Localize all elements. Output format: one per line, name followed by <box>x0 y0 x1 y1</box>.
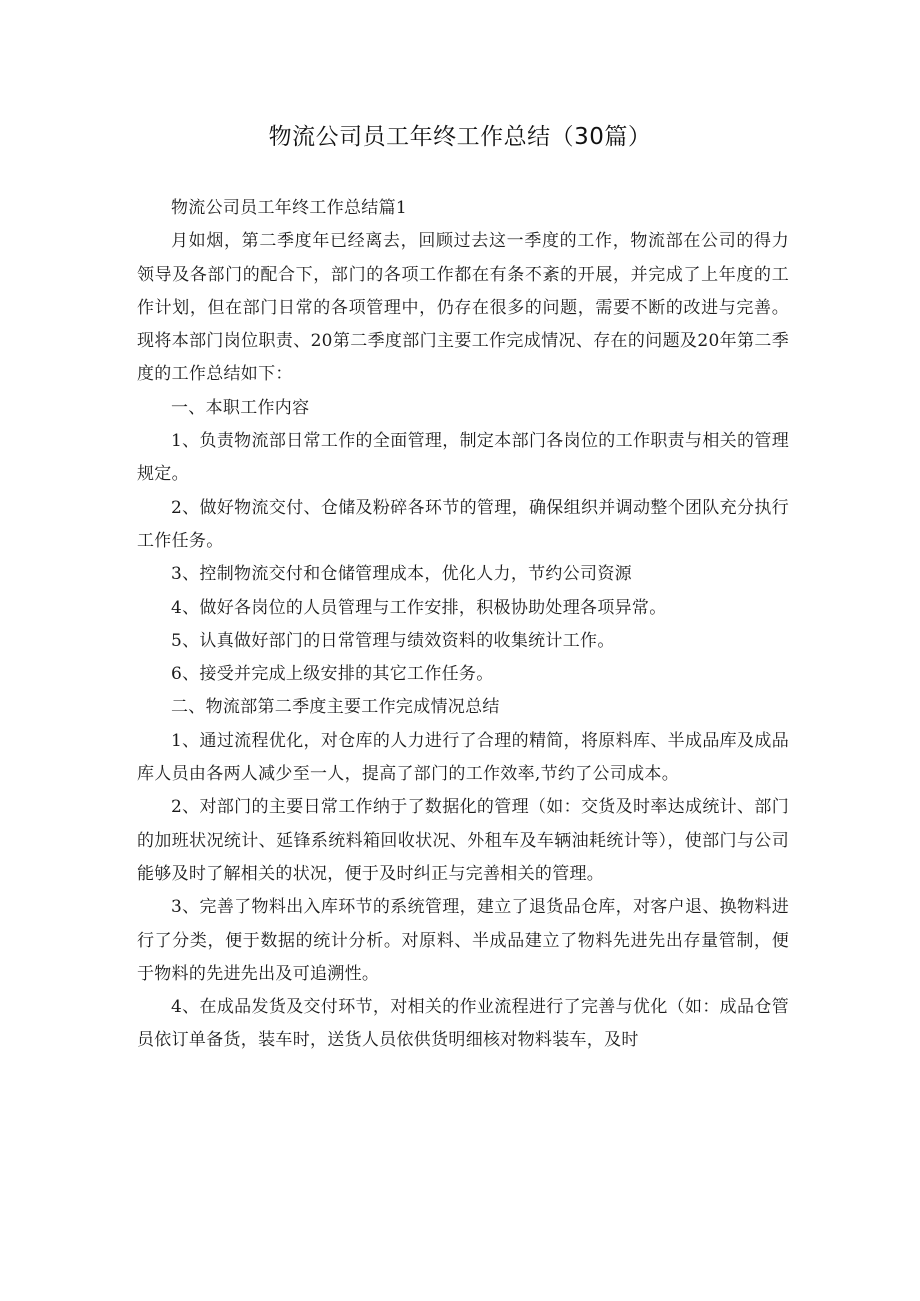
list-item: 3、完善了物料出入库环节的系统管理，建立了退货品仓库，对客户退、换物料进行了分类，便于数据的统计分析。对原料、半成品建立了物料先进先出存量管制，便于物料的先进先出及可追溯性。 <box>137 897 789 984</box>
list-item: 6、接受并完成上级安排的其它工作任务。 <box>171 664 494 685</box>
list-item: 2、对部门的主要日常工作纳于了数据化的管理（如：交货及时率达成统计、部门的加班状况统计、延锋系统料箱回收状况、外租车及车辆油耗统计等），使部门与公司能够及时了解相关的状况，便于及时纠正与完善相关的管理。 <box>137 797 789 884</box>
list-item: 5、认真做好部门的日常管理与绩效资料的收集统计工作。 <box>171 630 615 651</box>
list-item: 4、在成品发货及交付环节，对相关的作业流程进行了完善与优化（如：成品仓管员依订单备货，装车时，送货人员依供货明细核对物料装车，及时 <box>137 997 789 1051</box>
section-heading: 二、物流部第二季度主要工作完成情况总结 <box>171 697 500 718</box>
section-heading: 物流公司员工年终工作总结篇1 <box>171 198 408 218</box>
document-title: 物流公司员工年终工作总结（30篇） <box>268 124 652 150</box>
list-item: 1、通过流程优化，对仓库的人力进行了合理的精简，将原料库、半成品库及成品库人员由各两人减少至一人，提高了部门的工作效率,节约了公司成本。 <box>137 730 789 785</box>
paragraph: 月如烟，第二季度年已经离去，回顾过去这一季度的工作，物流部在公司的得力领导及各部门的配合下，部门的各项工作都在有条不紊的开展，并完成了上年度的工作计划，但在部门日常的各项管理中，仍存在很多的问题，需要不断的改进与完善。现将本部门岗位职责、20第二季度部门主要工作完成情况、存在的问题及20年第二季度的工作总结如下： <box>137 231 789 385</box>
list-item: 1、负责物流部日常工作的全面管理，制定本部门各岗位的工作职责与相关的管理规定。 <box>137 431 789 485</box>
list-item: 3、控制物流交付和仓储管理成本，优化人力，节约公司资源 <box>171 564 632 585</box>
list-item: 4、做好各岗位的人员管理与工作安排，积极协助处理各项异常。 <box>171 597 667 618</box>
document-body <box>137 192 789 1058</box>
list-item: 2、做好物流交付、仓储及粉碎各环节的管理，确保组织并调动整个团队充分执行工作任务。 <box>137 497 789 551</box>
section-heading: 一、本职工作内容 <box>171 397 310 418</box>
